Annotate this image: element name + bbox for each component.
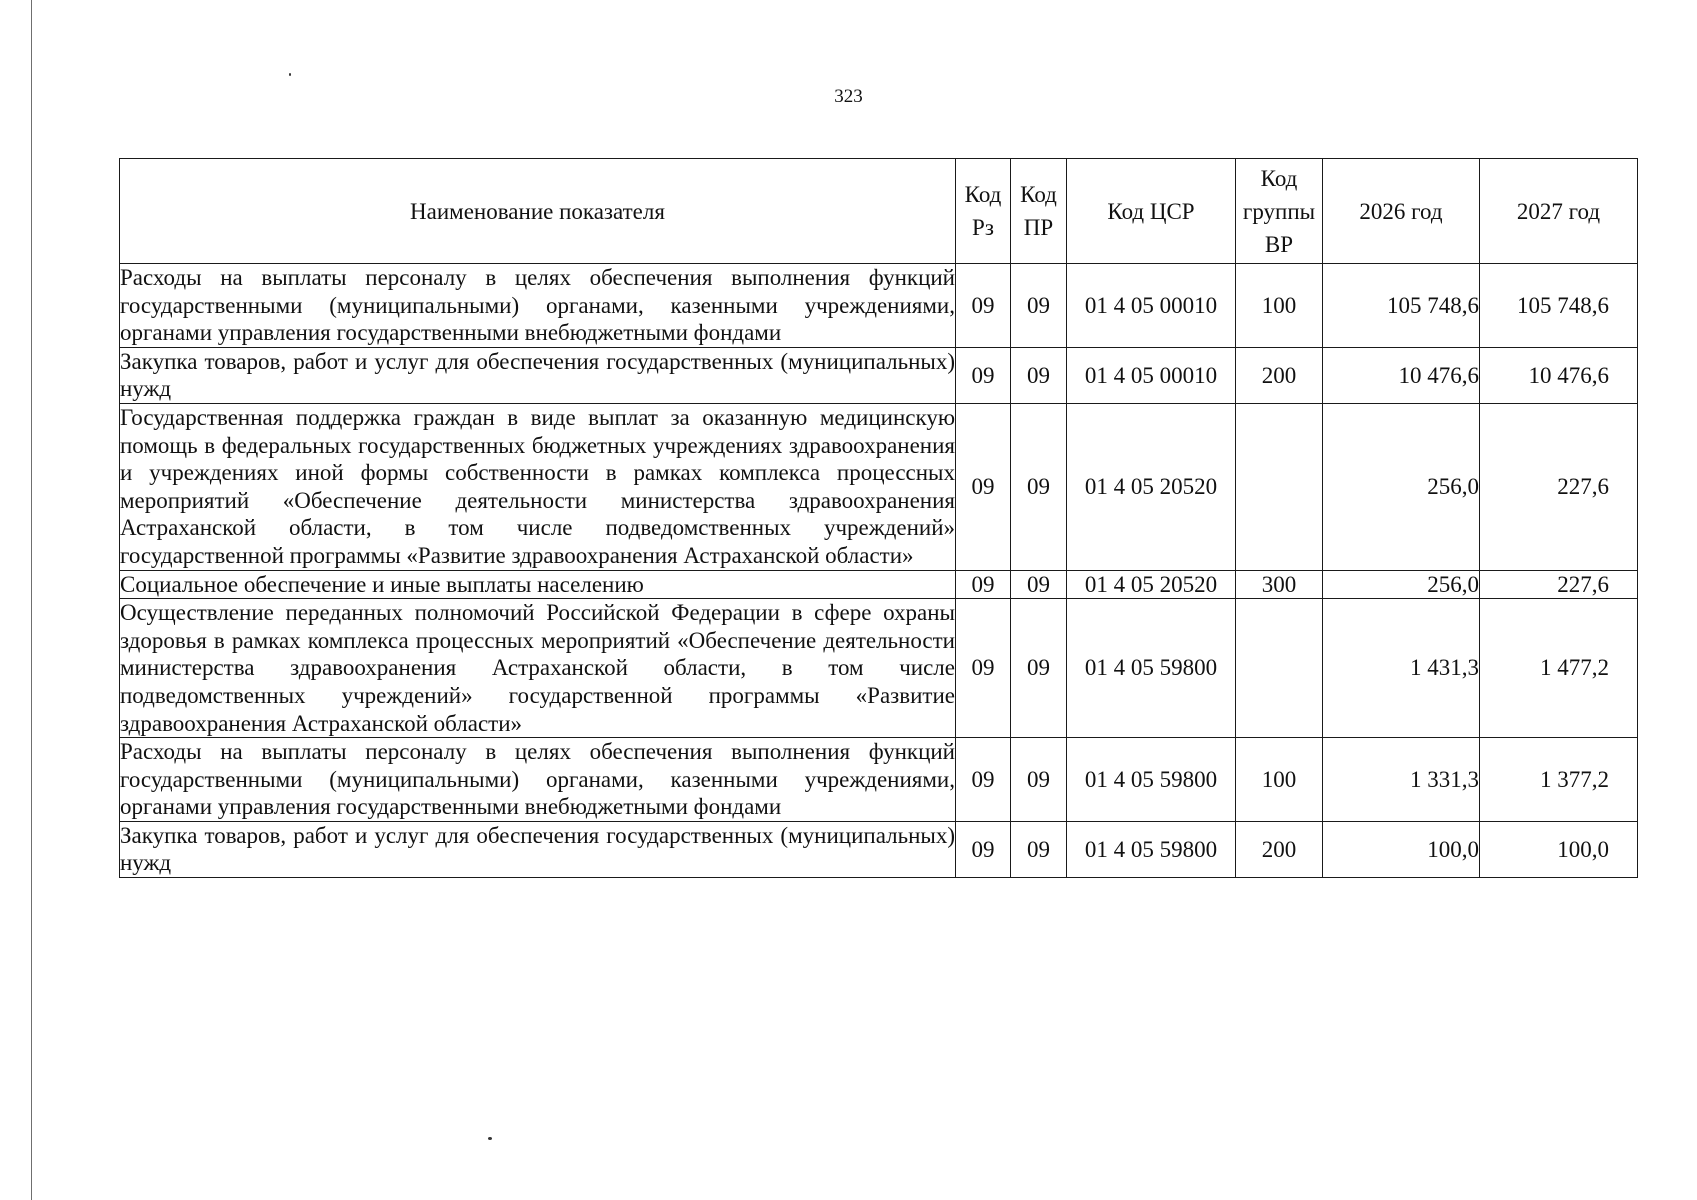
row-csr: 01 4 05 59800 [1067, 821, 1236, 877]
row-vr [1236, 403, 1323, 570]
row-vr: 100 [1236, 738, 1323, 822]
row-name: Расходы на выплаты персоналу в целях обеспечения выполнения функций государственными (муниципальными) органами, казенными учреждениями, органами управления государственными внебюджетными фондами [120, 738, 956, 822]
page-number: 323 [834, 86, 863, 107]
row-csr: 01 4 05 00010 [1067, 347, 1236, 403]
row-2027: 227,6 [1480, 403, 1638, 570]
row-pr: 09 [1011, 264, 1067, 348]
row-name: Осуществление переданных полномочий Российской Федерации в сфере охраны здоровья в рамках комплекса процессных мероприятий «Обеспечение деятельности министерства здравоохранения Астраханской области, в том числе подведомственных учреждений» государственной программы «Развитие здравоохранения Астраханской области» [120, 599, 956, 738]
table-row [120, 599, 1638, 738]
row-2026: 256,0 [1323, 403, 1480, 570]
row-rz: 09 [956, 738, 1011, 822]
row-vr: 200 [1236, 821, 1323, 877]
row-csr: 01 4 05 20520 [1067, 403, 1236, 570]
row-csr: 01 4 05 59800 [1067, 599, 1236, 738]
row-pr: 09 [1011, 821, 1067, 877]
row-2026: 256,0 [1323, 570, 1480, 599]
row-vr: 100 [1236, 264, 1323, 348]
table-row [120, 403, 1638, 570]
row-csr: 01 4 05 20520 [1067, 570, 1236, 599]
table-row [120, 347, 1638, 403]
row-rz: 09 [956, 264, 1011, 348]
row-2027: 1 377,2 [1480, 738, 1638, 822]
row-pr: 09 [1011, 347, 1067, 403]
row-pr: 09 [1011, 738, 1067, 822]
row-vr [1236, 599, 1323, 738]
row-name: Социальное обеспечение и иные выплаты населению [120, 570, 956, 599]
row-name: Государственная поддержка граждан в виде выплат за оказанную медицинскую помощь в федеральных государственных бюджетных учреждениях здравоохранения и учреждениях иной формы собственности в рамках комплекса процессных мероприятий «Обеспечение деятельности министерства здравоохранения Астраханской области, в том числе подведомственных учреждений» государственной программы «Развитие здравоохранения Астраханской области» [120, 403, 956, 570]
header-pr: Код ПР [1011, 159, 1067, 264]
header-2026: 2026 год [1323, 159, 1480, 264]
row-rz: 09 [956, 570, 1011, 599]
row-2026: 10 476,6 [1323, 347, 1480, 403]
row-rz: 09 [956, 599, 1011, 738]
row-2027: 10 476,6 [1480, 347, 1638, 403]
row-2027: 105 748,6 [1480, 264, 1638, 348]
row-rz: 09 [956, 403, 1011, 570]
row-2027: 100,0 [1480, 821, 1638, 877]
header-vr: Код группы ВР [1236, 159, 1323, 264]
table-row [120, 821, 1638, 877]
budget-table [119, 158, 1638, 878]
row-name: Закупка товаров, работ и услуг для обеспечения государственных (муниципальных) нужд [120, 347, 956, 403]
scan-speck [289, 73, 291, 76]
row-vr: 300 [1236, 570, 1323, 599]
row-name: Закупка товаров, работ и услуг для обеспечения государственных (муниципальных) нужд [120, 821, 956, 877]
row-rz: 09 [956, 821, 1011, 877]
header-csr: Код ЦСР [1067, 159, 1236, 264]
table-row [120, 738, 1638, 822]
header-name: Наименование показателя [120, 159, 956, 264]
row-2026: 1 431,3 [1323, 599, 1480, 738]
row-2027: 227,6 [1480, 570, 1638, 599]
row-csr: 01 4 05 59800 [1067, 738, 1236, 822]
table-header-row [120, 159, 1638, 264]
scan-speck [488, 1137, 492, 1140]
row-2027: 1 477,2 [1480, 599, 1638, 738]
row-name: Расходы на выплаты персоналу в целях обеспечения выполнения функций государственными (муниципальными) органами, казенными учреждениями, органами управления государственными внебюджетными фондами [120, 264, 956, 348]
row-pr: 09 [1011, 599, 1067, 738]
row-2026: 1 331,3 [1323, 738, 1480, 822]
row-pr: 09 [1011, 570, 1067, 599]
row-csr: 01 4 05 00010 [1067, 264, 1236, 348]
row-pr: 09 [1011, 403, 1067, 570]
row-2026: 105 748,6 [1323, 264, 1480, 348]
table-row [120, 570, 1638, 599]
binding-margin-line [31, 0, 32, 1200]
header-rz: Код Рз [956, 159, 1011, 264]
row-vr: 200 [1236, 347, 1323, 403]
table-row [120, 264, 1638, 348]
header-2027: 2027 год [1480, 159, 1638, 264]
row-2026: 100,0 [1323, 821, 1480, 877]
row-rz: 09 [956, 347, 1011, 403]
